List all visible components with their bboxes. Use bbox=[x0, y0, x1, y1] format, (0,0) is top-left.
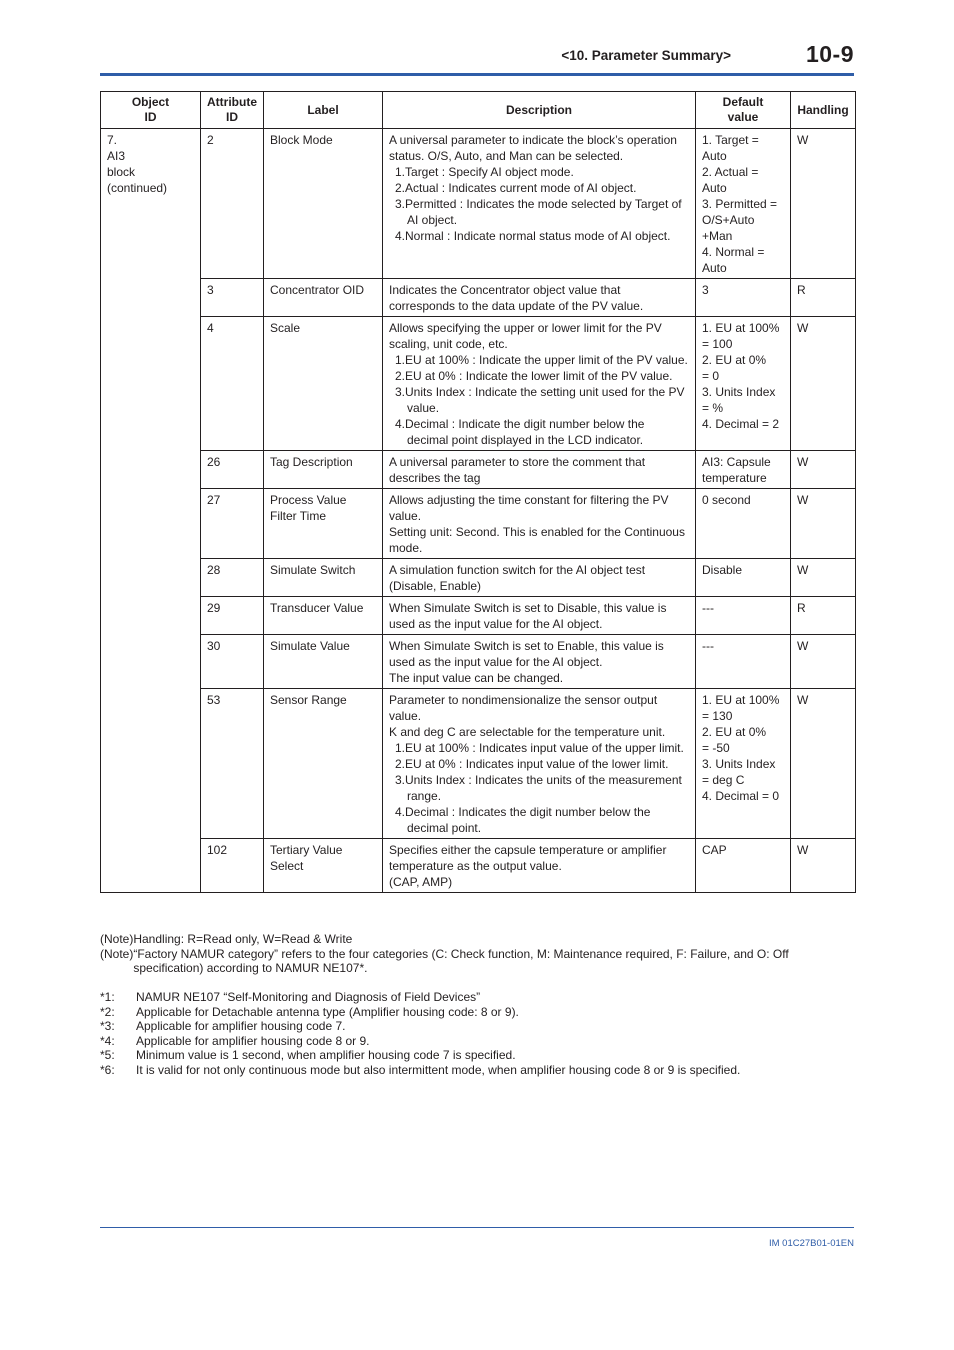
default-value-cell bbox=[696, 635, 791, 689]
page-number: 10-9 bbox=[805, 41, 854, 67]
column-header-label: Label bbox=[264, 92, 383, 129]
note bbox=[100, 947, 860, 976]
note-prefix: (Note) bbox=[100, 946, 134, 961]
attribute-id-cell: 3 bbox=[201, 279, 264, 317]
column-header-default-value: Default value bbox=[696, 92, 791, 129]
description-text: Specifies either the capsule temperature or amplifier temperature as the output value. bbox=[389, 843, 667, 873]
table-row bbox=[101, 635, 856, 689]
label-line: Process Value bbox=[270, 493, 347, 507]
default-value-line: = 100 bbox=[702, 337, 733, 351]
default-value-line: 3. Permitted = bbox=[702, 197, 778, 211]
description-cell bbox=[383, 559, 696, 597]
table-row bbox=[101, 489, 856, 559]
footnote bbox=[100, 1063, 860, 1078]
description-text: (CAP, AMP) bbox=[389, 875, 453, 889]
default-value-line: 0 second bbox=[702, 493, 751, 507]
description-text: When Simulate Switch is set to Disable, this value is used as the input value for the AI object. bbox=[389, 601, 667, 631]
label-cell bbox=[264, 129, 383, 279]
description-list-item bbox=[389, 180, 689, 196]
object-id-cell bbox=[101, 129, 201, 893]
label-line: Tertiary Value bbox=[270, 843, 343, 857]
label-cell bbox=[264, 317, 383, 451]
list-text: Normal : Indicate normal status mode of AI object. bbox=[405, 229, 671, 243]
default-value-line: 3 bbox=[702, 283, 709, 297]
default-value-cell bbox=[696, 689, 791, 839]
description-cell bbox=[383, 129, 696, 279]
description-text: K and deg C are selectable for the temperature unit. bbox=[389, 725, 666, 739]
default-value-cell bbox=[696, 279, 791, 317]
footnote-text: It is valid for not only continuous mode but also intermittent mode, when amplifier housing code 8 or 9 is specified. bbox=[136, 1062, 741, 1077]
footnote-mark: *3: bbox=[100, 1019, 115, 1033]
column-header-handling: Handling bbox=[791, 92, 856, 129]
default-value-cell bbox=[696, 489, 791, 559]
attribute-id-cell: 30 bbox=[201, 635, 264, 689]
default-value-line: 2. EU at 0% bbox=[702, 725, 767, 739]
footnote-mark: *1: bbox=[100, 990, 115, 1004]
handling-cell: W bbox=[791, 839, 856, 893]
description-cell bbox=[383, 451, 696, 489]
default-value-line: 3. Units Index bbox=[702, 385, 776, 399]
list-text: Permitted : Indicates the mode selected by Target of AI object. bbox=[405, 197, 682, 227]
footnotes bbox=[100, 990, 860, 1077]
table-row bbox=[101, 839, 856, 893]
default-value-cell bbox=[696, 451, 791, 489]
description-cell bbox=[383, 635, 696, 689]
list-number: 4. bbox=[395, 417, 406, 431]
footnote-text: Applicable for amplifier housing code 8 or 9. bbox=[136, 1033, 370, 1048]
document-number: IM 01C27B01-01EN bbox=[768, 1238, 854, 1249]
description-cell bbox=[383, 689, 696, 839]
note-prefix: (Note) bbox=[100, 932, 134, 946]
note-text: “Factory NAMUR category” refers to the four categories (C: Check function, M: Maintenance required, F: Failure, and O: Off specification) according to NAMUR NE107*. bbox=[133, 946, 789, 975]
description-cell bbox=[383, 597, 696, 635]
handling-cell: W bbox=[791, 489, 856, 559]
default-value-line: = deg C bbox=[702, 773, 745, 787]
default-value-line: 4. Decimal = 2 bbox=[702, 417, 780, 431]
note-text: Handling: R=Read only, W=Read & Write bbox=[133, 932, 353, 946]
default-value-line: Auto bbox=[702, 149, 727, 163]
default-value-line: --- bbox=[702, 601, 714, 615]
list-text: EU at 100% : Indicates input value of the upper limit. bbox=[405, 741, 684, 755]
default-value-line: 2. EU at 0% bbox=[702, 353, 767, 367]
column-header-object-id: Object ID bbox=[101, 92, 201, 129]
description-list-item bbox=[389, 756, 689, 772]
footnote-mark: *4: bbox=[100, 1033, 115, 1048]
label-line: Simulate Switch bbox=[270, 563, 356, 577]
table-row bbox=[101, 597, 856, 635]
table-row bbox=[101, 559, 856, 597]
label-cell bbox=[264, 635, 383, 689]
attribute-id-cell: 28 bbox=[201, 559, 264, 597]
list-text: Units Index : Indicate the setting unit used for the PV value. bbox=[405, 385, 685, 415]
handling-cell: W bbox=[791, 451, 856, 489]
default-value-line: 4. Normal = bbox=[702, 245, 765, 259]
label-line: Scale bbox=[270, 321, 301, 335]
column-header-description: Description bbox=[383, 92, 696, 129]
label-cell bbox=[264, 597, 383, 635]
note bbox=[100, 932, 860, 947]
list-number: 4. bbox=[395, 229, 406, 243]
description-text: The input value can be changed. bbox=[389, 671, 564, 685]
list-number: 3. bbox=[395, 197, 406, 211]
column-header-attribute-id: Attribute ID bbox=[201, 92, 264, 129]
label-cell bbox=[264, 451, 383, 489]
list-text: Target : Specify AI object mode. bbox=[405, 165, 574, 179]
table-row bbox=[101, 279, 856, 317]
footnote-text: Applicable for amplifier housing code 7. bbox=[136, 1019, 346, 1033]
list-number: 3. bbox=[395, 773, 406, 787]
handling-cell: W bbox=[791, 129, 856, 279]
label-line: Select bbox=[270, 859, 304, 873]
description-list-item bbox=[389, 196, 689, 228]
description-text: Allows specifying the upper or lower limit for the PV scaling, unit code, etc. bbox=[389, 321, 662, 351]
parameter-table bbox=[100, 91, 856, 893]
label-cell bbox=[264, 559, 383, 597]
header-rule bbox=[100, 73, 854, 76]
description-list-item bbox=[389, 368, 689, 384]
object-id-line: AI3 bbox=[107, 149, 126, 163]
footnote-text: Applicable for Detachable antenna type (Amplifier housing code: 8 or 9). bbox=[136, 1004, 519, 1019]
handling-cell: R bbox=[791, 279, 856, 317]
label-cell bbox=[264, 489, 383, 559]
notes bbox=[100, 932, 860, 976]
description-cell bbox=[383, 489, 696, 559]
description-list-item bbox=[389, 164, 689, 180]
default-value-line: 2. Actual = bbox=[702, 165, 759, 179]
section-title: <10. Parameter Summary> bbox=[561, 48, 731, 63]
label-line: Concentrator OID bbox=[270, 283, 365, 297]
description-text: When Simulate Switch is set to Enable, this value is used as the input value for the AI object. bbox=[389, 639, 664, 669]
footnote-text: Minimum value is 1 second, when amplifier housing code 7 is specified. bbox=[136, 1048, 516, 1062]
attribute-id-cell: 27 bbox=[201, 489, 264, 559]
description-list-item bbox=[389, 772, 689, 804]
description-text: A universal parameter to store the comment that describes the tag bbox=[389, 455, 646, 485]
list-text: EU at 100% : Indicate the upper limit of the PV value. bbox=[405, 353, 688, 367]
default-value-line: Auto bbox=[702, 261, 727, 275]
description-text: Indicates the Concentrator object value that corresponds to the data update of the PV value. bbox=[389, 283, 644, 313]
description-list-item bbox=[389, 352, 689, 368]
handling-cell: W bbox=[791, 317, 856, 451]
handling-cell: R bbox=[791, 597, 856, 635]
table-row bbox=[101, 129, 856, 279]
label-line: Sensor Range bbox=[270, 693, 347, 707]
description-text: Allows adjusting the time constant for filtering the PV value. bbox=[389, 493, 669, 523]
default-value-line: O/S+Auto bbox=[702, 213, 755, 227]
description-list-item bbox=[389, 416, 689, 448]
description-list-item bbox=[389, 804, 689, 836]
default-value-line: CAP bbox=[702, 843, 727, 857]
label-line: Filter Time bbox=[270, 509, 327, 523]
list-number: 1. bbox=[395, 165, 406, 179]
default-value-line: temperature bbox=[702, 471, 767, 485]
list-text: EU at 0% : Indicates input value of the lower limit. bbox=[405, 757, 669, 771]
label-line: Transducer Value bbox=[270, 601, 364, 615]
default-value-line: 4. Decimal = 0 bbox=[702, 789, 780, 803]
label-line: Block Mode bbox=[270, 133, 333, 147]
list-number: 2. bbox=[395, 181, 406, 195]
handling-cell: W bbox=[791, 635, 856, 689]
default-value-cell bbox=[696, 839, 791, 893]
label-line: Tag Description bbox=[270, 455, 353, 469]
table-row bbox=[101, 317, 856, 451]
object-id-line: 7. bbox=[107, 133, 118, 147]
attribute-id-cell: 29 bbox=[201, 597, 264, 635]
handling-cell: W bbox=[791, 559, 856, 597]
footnote bbox=[100, 1034, 860, 1049]
list-text: Decimal : Indicates the digit number below the decimal point. bbox=[405, 805, 651, 835]
default-value-line: 1. Target = bbox=[702, 133, 759, 147]
default-value-line: --- bbox=[702, 639, 714, 653]
object-id-line: block bbox=[107, 165, 136, 179]
table-row bbox=[101, 689, 856, 839]
default-value-line: 3. Units Index bbox=[702, 757, 776, 771]
table-header-row bbox=[101, 92, 856, 129]
list-number: 2. bbox=[395, 757, 406, 771]
label-cell bbox=[264, 689, 383, 839]
list-number: 2. bbox=[395, 369, 406, 383]
table-body bbox=[101, 129, 856, 893]
description-list-item bbox=[389, 740, 689, 756]
footnote-mark: *6: bbox=[100, 1062, 115, 1077]
attribute-id-cell: 53 bbox=[201, 689, 264, 839]
default-value-line: AI3: Capsule bbox=[702, 455, 771, 469]
list-number: 3. bbox=[395, 385, 406, 399]
description-text: Parameter to nondimensionalize the sensor output value. bbox=[389, 693, 658, 723]
footnote bbox=[100, 1019, 860, 1034]
description-text: A universal parameter to indicate the block’s operation status. O/S, Auto, and Man can be selected. bbox=[389, 133, 677, 163]
attribute-id-cell: 102 bbox=[201, 839, 264, 893]
list-number: 4. bbox=[395, 805, 406, 819]
list-text: EU at 0% : Indicate the lower limit of the PV value. bbox=[405, 369, 673, 383]
list-text: Decimal : Indicate the digit number below the decimal point displayed in the LCD indicator. bbox=[405, 417, 645, 447]
default-value-line: = % bbox=[702, 401, 724, 415]
default-value-cell bbox=[696, 597, 791, 635]
attribute-id-cell: 2 bbox=[201, 129, 264, 279]
list-text: Actual : Indicates current mode of AI object. bbox=[405, 181, 637, 195]
attribute-id-cell: 26 bbox=[201, 451, 264, 489]
object-id-line: (continued) bbox=[107, 181, 168, 195]
footnote-mark: *5: bbox=[100, 1048, 115, 1062]
description-list-item bbox=[389, 384, 689, 416]
footer-rule bbox=[100, 1227, 854, 1228]
description-cell bbox=[383, 839, 696, 893]
label-cell bbox=[264, 839, 383, 893]
list-number: 1. bbox=[395, 353, 406, 367]
default-value-line: = -50 bbox=[702, 741, 730, 755]
footnote bbox=[100, 1005, 860, 1020]
default-value-line: Auto bbox=[702, 181, 727, 195]
description-cell bbox=[383, 279, 696, 317]
description-cell bbox=[383, 317, 696, 451]
description-list-item bbox=[389, 228, 689, 244]
handling-cell: W bbox=[791, 689, 856, 839]
attribute-id-cell: 4 bbox=[201, 317, 264, 451]
default-value-line: +Man bbox=[702, 229, 733, 243]
label-cell bbox=[264, 279, 383, 317]
default-value-line: = 130 bbox=[702, 709, 733, 723]
default-value-cell bbox=[696, 129, 791, 279]
footnote bbox=[100, 1048, 860, 1063]
default-value-cell bbox=[696, 559, 791, 597]
label-line: Simulate Value bbox=[270, 639, 350, 653]
table-row bbox=[101, 451, 856, 489]
default-value-line: 1. EU at 100% bbox=[702, 693, 780, 707]
default-value-line: = 0 bbox=[702, 369, 720, 383]
list-text: Units Index : Indicates the units of the measurement range. bbox=[405, 773, 682, 803]
description-text: A simulation function switch for the AI object test (Disable, Enable) bbox=[389, 563, 646, 593]
footnote-mark: *2: bbox=[100, 1004, 115, 1019]
footnote-text: NAMUR NE107 “Self-Monitoring and Diagnosis of Field Devices” bbox=[136, 990, 481, 1004]
default-value-line: 1. EU at 100% bbox=[702, 321, 780, 335]
default-value-line: Disable bbox=[702, 563, 743, 577]
list-number: 1. bbox=[395, 741, 406, 755]
default-value-cell bbox=[696, 317, 791, 451]
footnote bbox=[100, 990, 860, 1005]
description-text: Setting unit: Second. This is enabled for the Continuous mode. bbox=[389, 525, 685, 555]
